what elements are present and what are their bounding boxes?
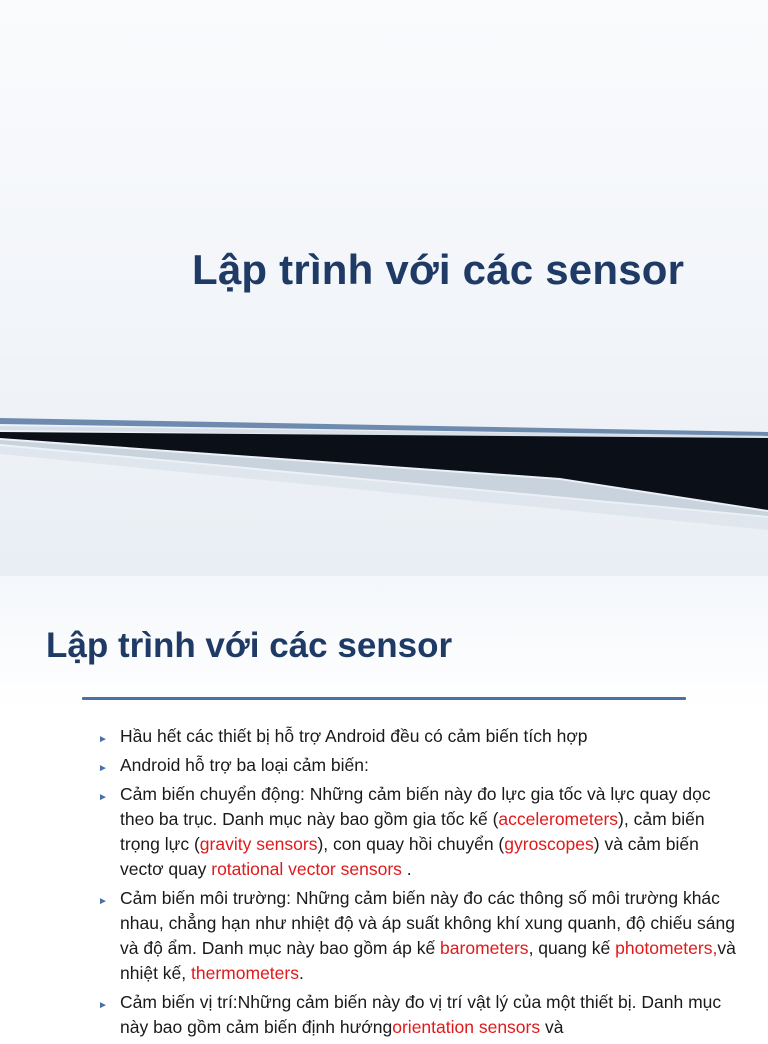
bullet-text: Hầu hết các thiết bị hỗ trợ Android đều có cảm biến tích hợp (120, 726, 588, 746)
bullet-text: Cảm biến vị trí:Những cảm biến này đo vị trí vật lý của một thiết bị. Danh mục này bao gồm cảm biến định hướng (120, 992, 722, 1037)
slide-title: Lập trình với các sensor (192, 246, 685, 293)
list-item (98, 724, 738, 749)
bullet-text: Cảm biến môi trường: Những cảm biến này đo các thông số môi trường khác nhau, chẳng hạn như nhiệt độ và áp suất không khí xung quanh, độ chiếu sáng và độ ẩm. Danh mục này bao gồm áp kế (120, 888, 735, 958)
heading-underline (82, 697, 686, 700)
bullet-text: . (401, 859, 412, 879)
highlight-term: rotational vector sensors (211, 859, 402, 879)
bullet-arrow-icon: ► (98, 792, 108, 803)
bullet-arrow-icon: ► (98, 763, 108, 774)
bullet-text: Android hỗ trợ ba loại cảm biến: (120, 755, 369, 775)
list-item (98, 886, 738, 986)
bullet-text: ), cảm biến trọng lực ( (120, 809, 705, 854)
list-item (98, 782, 738, 882)
bullet-text: ), con quay hồi chuyển ( (317, 834, 505, 854)
highlight-term: barometers (440, 938, 529, 958)
bullet-text: Cảm biến chuyển động: Những cảm biến này đo lực gia tốc và lực quay dọc theo ba trục. Danh mục này bao gồm gia tốc kế ( (120, 784, 711, 829)
highlight-term: gyroscopes (504, 834, 594, 854)
highlight-term: gravity sensors (199, 834, 318, 854)
bullet-text: , quang kế (528, 938, 616, 958)
highlight-term: photometers, (615, 938, 718, 958)
bullet-arrow-icon: ► (98, 734, 108, 745)
bullet-arrow-icon: ► (98, 1000, 108, 1011)
bullet-text: . (298, 963, 304, 983)
bullet-text: ) và cảm biến vectơ quay (120, 834, 699, 879)
bullet-list (98, 724, 738, 1044)
decorative-swoosh (0, 380, 768, 576)
bullet-text: và (540, 1017, 564, 1037)
bullet-text: và nhiệt kế, (120, 938, 736, 983)
highlight-term: thermometers (191, 963, 299, 983)
content-slide (0, 576, 768, 1037)
slide-heading: Lập trình với các sensor (46, 626, 453, 665)
highlight-term: accelerometers (498, 809, 619, 829)
bullet-arrow-icon: ► (98, 896, 108, 907)
list-item (98, 753, 738, 778)
list-item (98, 990, 738, 1040)
highlight-term: orientation sensors (392, 1017, 541, 1037)
